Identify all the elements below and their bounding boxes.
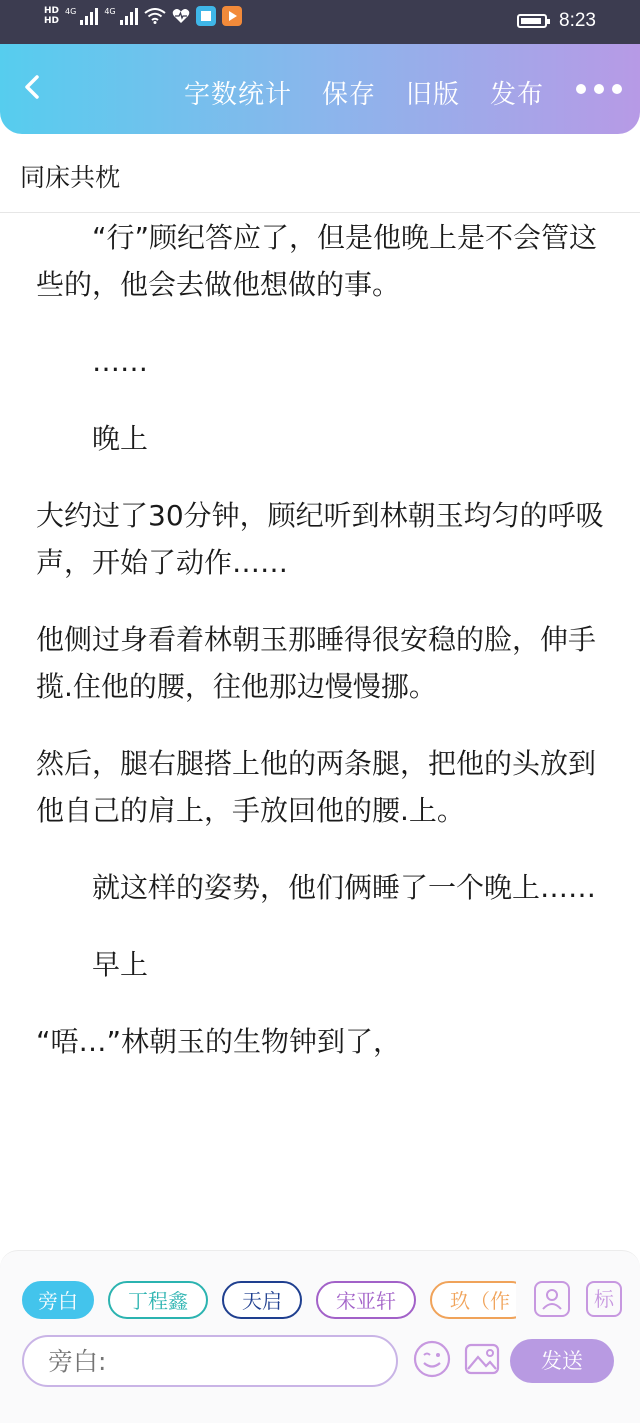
- paragraph: 他侧过身看着林朝玉那睡得很安稳的脸，伸手揽.住他的腰，往他那边慢慢挪。: [36, 623, 597, 703]
- status-bar-left: [44, 6, 242, 26]
- header-menu: [184, 74, 544, 111]
- tag-button[interactable]: 标: [586, 1281, 622, 1317]
- save-button[interactable]: 保存: [321, 80, 376, 110]
- chapter-title-row: [0, 134, 640, 213]
- more-options-icon[interactable]: [576, 84, 622, 94]
- battery-icon: [517, 14, 547, 28]
- signal-icon-2: [104, 7, 137, 25]
- character-chip-list: [22, 1281, 516, 1323]
- publish-button[interactable]: 发布: [489, 80, 544, 110]
- paragraph: 然后，腿右腿搭上他的两条腿，把他的头放到他自己的肩上，手放回他的腰.上。: [36, 747, 597, 827]
- book-app-icon: [196, 6, 216, 26]
- paragraph: 晚上: [92, 422, 149, 455]
- signal-icon-1: [65, 7, 98, 25]
- add-character-button[interactable]: [534, 1281, 570, 1317]
- paragraph: “行”顾纪答应了，但是他晚上是不会管这些的，他会去做他想做的事。: [36, 221, 598, 301]
- heart-health-icon: [172, 8, 190, 24]
- chip-character[interactable]: 玖（作: [430, 1281, 516, 1319]
- paragraph: “唔…”林朝玉的生物钟到了，: [36, 1025, 402, 1058]
- paragraph: 大约过了30分钟，顾纪听到林朝玉均匀的呼吸声，开始了动作……: [36, 499, 604, 579]
- paragraph: 就这样的姿势，他们俩睡了一个晚上……: [92, 871, 597, 904]
- message-input[interactable]: [22, 1335, 398, 1387]
- video-app-icon: [222, 6, 242, 26]
- status-bar: [0, 0, 640, 44]
- story-content[interactable]: [36, 214, 616, 1244]
- chip-character[interactable]: 丁程鑫: [108, 1281, 208, 1319]
- composer-panel: [0, 1250, 640, 1423]
- image-icon[interactable]: [462, 1339, 502, 1379]
- emoji-icon[interactable]: [412, 1339, 452, 1379]
- word-count-button[interactable]: 字数统计: [183, 80, 292, 110]
- chip-character[interactable]: 宋亚轩: [316, 1281, 416, 1319]
- hd-indicator: [44, 6, 59, 26]
- chip-narration[interactable]: 旁白: [22, 1281, 94, 1319]
- hd-label-2: HD: [44, 16, 60, 26]
- old-version-button[interactable]: 旧版: [405, 80, 460, 110]
- back-arrow-icon[interactable]: [18, 72, 48, 102]
- paragraph: ……: [92, 345, 148, 378]
- paragraph: 早上: [92, 948, 149, 981]
- hd-label-1: HD: [44, 6, 60, 16]
- network-type-1: 4G: [65, 7, 77, 16]
- chapter-title[interactable]: 同床共枕: [20, 163, 121, 192]
- clock: 8:23: [559, 10, 596, 31]
- wifi-icon: [144, 8, 166, 24]
- app-header: [0, 44, 640, 134]
- network-type-2: 4G: [104, 7, 116, 16]
- person-icon: [536, 1283, 568, 1315]
- chip-character[interactable]: 天启: [222, 1281, 302, 1319]
- send-button[interactable]: 发送: [510, 1339, 614, 1383]
- status-bar-right: [517, 10, 596, 32]
